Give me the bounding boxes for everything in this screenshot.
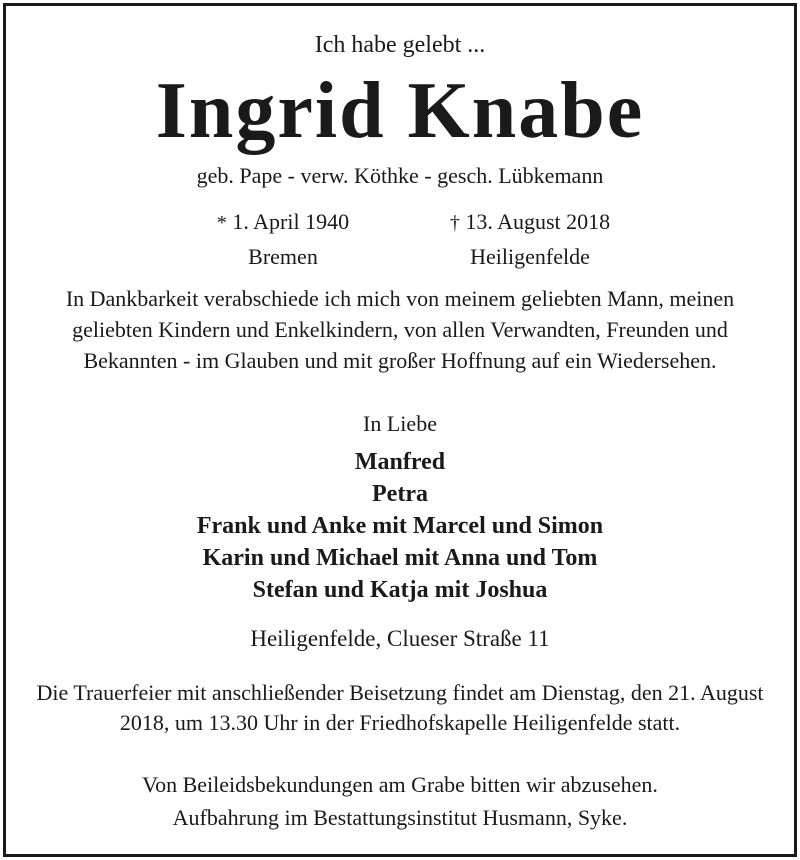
death-info — [424, 205, 636, 273]
condolences-note: Von Beileidsbekundungen am Grabe bitten wir abzusehen. — [142, 772, 658, 797]
address: Heiligenfelde, Clueser Straße 11 — [250, 626, 550, 651]
birth-date-line — [183, 205, 383, 240]
funeral-info: Die Trauerfeier mit anschließender Beisetzung findet am Dienstag, den 21. August 2018, um 13.30 Uhr in der Friedhofskapelle Heiligenfelde statt. — [36, 680, 764, 735]
death-date-line — [424, 205, 636, 240]
mourners-list — [6, 446, 794, 606]
intro-text: Ich habe gelebt ... — [314, 32, 486, 58]
laying-out-note: Aufbahrung im Bestattungsinstitut Husmann, Syke. — [172, 805, 628, 830]
deceased-name: Ingrid Knabe — [155, 67, 645, 155]
maiden-names: geb. Pape - verw. Köthke - gesch. Lübkemann — [196, 163, 604, 188]
thanks-paragraph: In Dankbarkeit verabschiede ich mich von meinem geliebten Mann, meinen geliebten Kindern und Enkelkindern, von allen Verwandten, Freunden und Bekannten - im Glauben und mit großer Hoffnung auf ein Wiedersehen. — [65, 286, 735, 373]
cross-icon: † — [449, 212, 460, 234]
death-date: 13. August 2018 — [465, 209, 611, 234]
mourner-name: Stefan und Katja mit Joshua — [252, 577, 548, 603]
in-liebe-label: In Liebe — [363, 411, 437, 436]
birth-info — [183, 205, 383, 273]
mourner-name: Frank und Anke mit Marcel und Simon — [196, 513, 604, 539]
birth-symbol: * — [216, 212, 227, 234]
mourner-name: Petra — [372, 481, 428, 507]
mourner-name: Karin und Michael mit Anna und Tom — [202, 545, 598, 571]
obituary-notice — [3, 3, 797, 857]
death-place: Heiligenfelde — [470, 244, 590, 269]
birth-date: 1. April 1940 — [232, 209, 350, 234]
birth-place: Bremen — [248, 244, 318, 269]
mourner-name: Manfred — [354, 449, 446, 475]
